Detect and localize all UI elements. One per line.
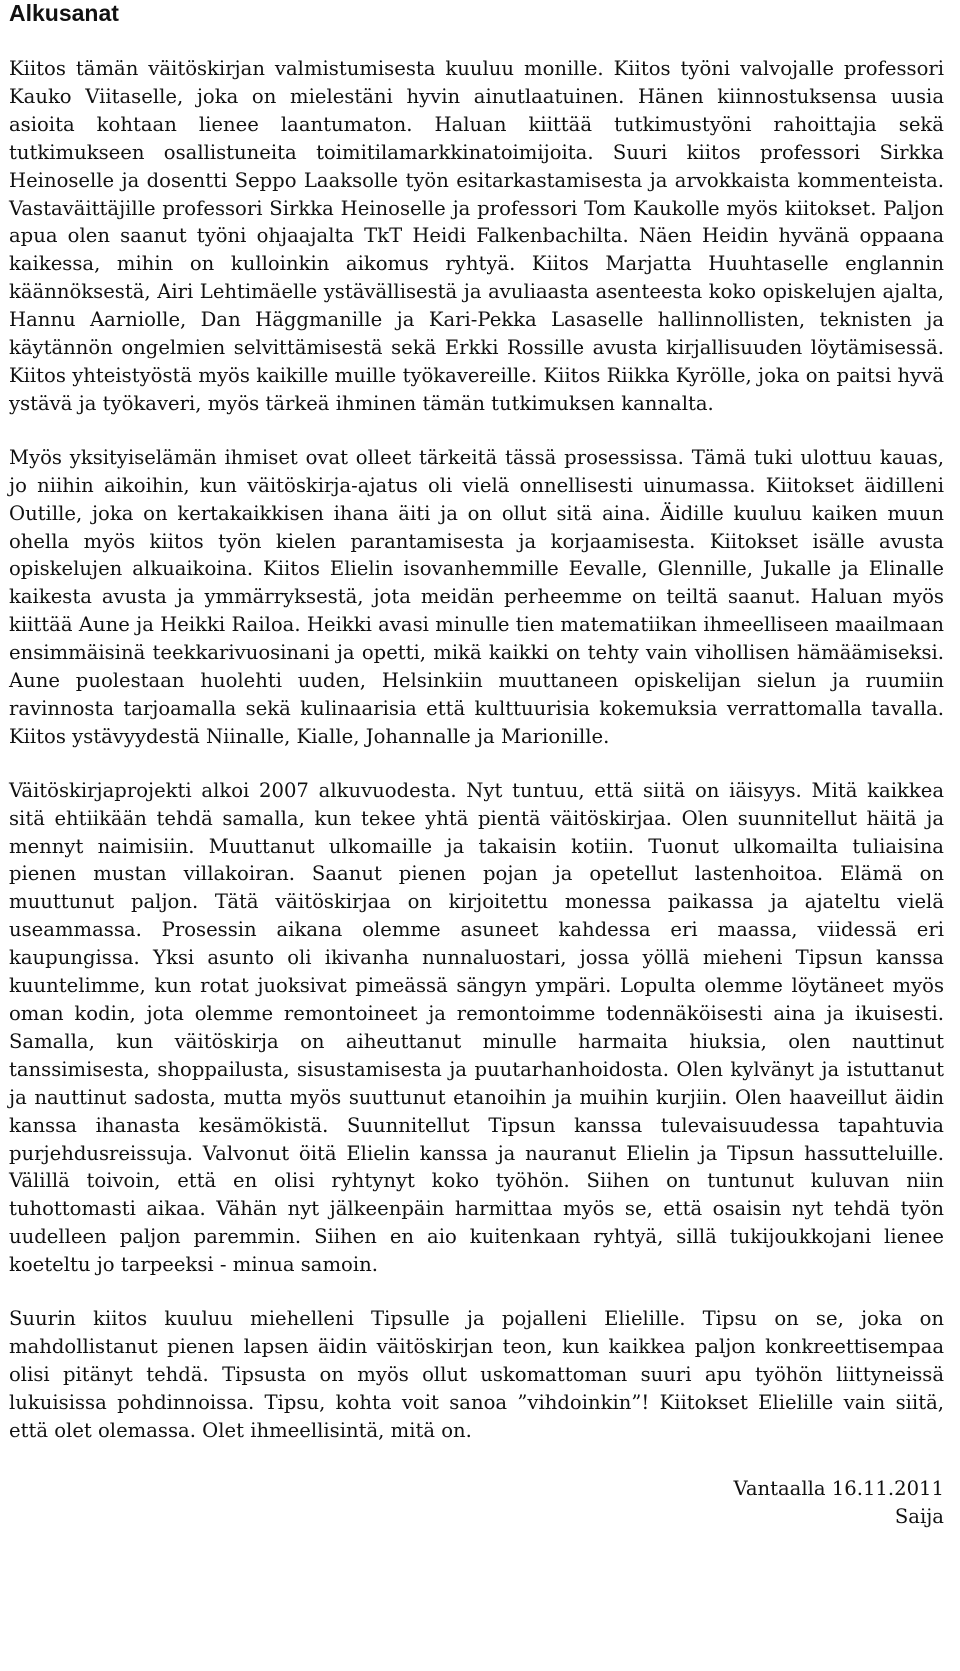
- signature-block: [9, 1475, 944, 1531]
- paragraph-project-story: Väitöskirjaprojekti alkoi 2007 alkuvuodesta. Nyt tuntuu, että siitä on iäisyys. Mitä kaikkea sitä ehtiikään tehdä samalla, kun tekee yhtä pientä väitöskirjaa. Olen suunnitellut häitä ja mennyt naimisiin. Muuttanut ulkomaille ja takaisin kotiin. Tuonut ulkomailta tuliaisina pienen mustan villakoiran. Saanut pienen pojan ja opetellut lastenhoitoa. Elämä on muuttunut paljon. Tätä väitöskirjaa on kirjoitettu monessa paikassa ja ajateltu vielä useammassa. Prosessin aikana olemme asuneet kahdessa eri maassa, viidessä eri kaupungissa. Yksi asunto oli ikivanha nunnaluostari, jossa yöllä mieheni Tipsun kanssa kuuntelimme, kun rotat juoksivat pimeässä sängyn ympäri. Lopulta olemme löytäneet myös oman kodin, jota olemme remontoineet ja remontoimme todennäköisesti aina ja ikuisesti. Samalla, kun väitöskirja on aiheuttanut minulle harmaita hiuksia, olen nauttinut tanssimisesta, shoppailusta, sisustamisesta ja puutarhanhoidosta. Olen kylvänyt ja istuttanut ja nauttinut sadosta, mutta myös suuttunut etanoihin ja muihin kurjiin. Olen haaveillut äidin kanssa ihanasta kesämökistä. Suunnitellut Tipsun kanssa tulevaisuudessa tapahtuvia purjehdusreissuja. Valvonut öitä Elielin kanssa ja nauranut Elielin ja Tipsun hassutteluille. Välillä toivoin, että en olisi ryhtynyt koko työhön. Siihen on tuntunut kuluvan niin tuhottomasti aikaa. Vähän nyt jälkeenpäin harmittaa myös se, että osaisin nyt tehdä työn uudelleen paljon paremmin. Siihen en aio kuitenkaan ryhtyä, sillä tukijoukkojani lienee koeteltu jo tarpeeksi - minua samoin.: [9, 778, 944, 1277]
- place-date: Vantaalla 16.11.2011: [733, 1476, 944, 1500]
- document-page: [9, 0, 944, 1530]
- paragraph-acknowledgements-work: Kiitos tämän väitöskirjan valmistumisesta kuuluu monille. Kiitos työni valvojalle professori Kauko Viitaselle, joka on mielestäni hyvin ainutlaatuinen. Hänen kiinnostuksensa uusia asioita kohtaan lienee laantumaton. Haluan kiittää tutkimustyöni rahoittajia sekä tutkimukseen osallistuneita toimitilamarkkinatoimijoita. Suuri kiitos professori Sirkka Heinoselle ja dosentti Seppo Laaksolle työn esitarkastamisesta ja arvokkaista kommenteista. Vastaväittäjille professori Sirkka Heinoselle ja professori Tom Kaukolle myös kiitokset. Paljon apua olen saanut työni ohjaajalta TkT Heidi Falkenbachilta. Näen Heidin hyvänä oppaana kaikessa, mihin on kulloinkin aikomus ryhtyä. Kiitos Marjatta Huuhtaselle englannin käännöksestä, Airi Lehtimäelle ystävällisestä ja avuliaasta asenteesta koko opiskelujen ajalta, Hannu Aarniolle, Dan Häggmanille ja Kari-Pekka Lasaselle hallinnollisten, teknisten ja käytännön ongelmien selvittämisestä sekä Erkki Rossille avusta kirjallisuuden löytämisessä. Kiitos yhteistyöstä myös kaikille muille työkavereille. Kiitos Riikka Kyrölle, joka on paitsi hyvä ystävä ja työkaveri, myös tärkeä ihminen tämän tutkimuksen kannalta.: [9, 57, 944, 415]
- signature-name: Saija: [894, 1504, 944, 1528]
- paragraph-acknowledgements-family: Myös yksityiselämän ihmiset ovat olleet tärkeitä tässä prosessissa. Tämä tuki ulottuu kauas, jo niihin aikoihin, kun väitöskirja-ajatus oli vielä onnellisesti uinumassa. Kiitokset äidilleni Outille, joka on kertakaikkisen ihana äiti ja on ollut sitä aina. Äidille kuuluu kaiken muun ohella myös kiitos työn kielen parantamisesta ja korjaamisesta. Kiitokset isälle avusta opiskelujen alkuaikoina. Kiitos Elielin isovanhemmille Eevalle, Glennille, Jukalle ja Elinalle kaikesta avusta ja ymmärryksestä, jota meidän perheemme on teiltä saanut. Haluan myös kiittää Aune ja Heikki Railoa. Heikki avasi minulle tien matematiikan ihmeelliseen maailmaan ensimmäisinä teekkarivuosinani ja opetti, mikä kaikki on tehty vain vihollisen hämäämiseksi. Aune puolestaan huolehti uuden, Helsinkiin muuttaneen opiskelijan sielun ja ruumiin ravinnosta tarjoamalla sekä kulinaarisia että kulttuurisia kokemuksia verrattomalla tavalla. Kiitos ystävyydestä Niinalle, Kialle, Johannalle ja Marionille.: [9, 445, 944, 748]
- page-title: Alkusanat: [9, 0, 119, 26]
- paragraph-final-thanks: Suurin kiitos kuuluu miehelleni Tipsulle ja pojalleni Elielille. Tipsu on se, joka on mahdollistanut pienen lapsen äidin väitöskirjan teon, kun kaikkea paljon konkreettisempaa olisi pitänyt tehdä. Tipsusta on myös ollut uskomattoman suuri apu työhön liittyneissä lukuisissa pohdinnoissa. Tipsu, kohta voit sanoa ”vihdoinkin”! Kiitokset Elielille vain siitä, että olet olemassa. Olet ihmeellisintä, mitä on.: [9, 1307, 944, 1442]
